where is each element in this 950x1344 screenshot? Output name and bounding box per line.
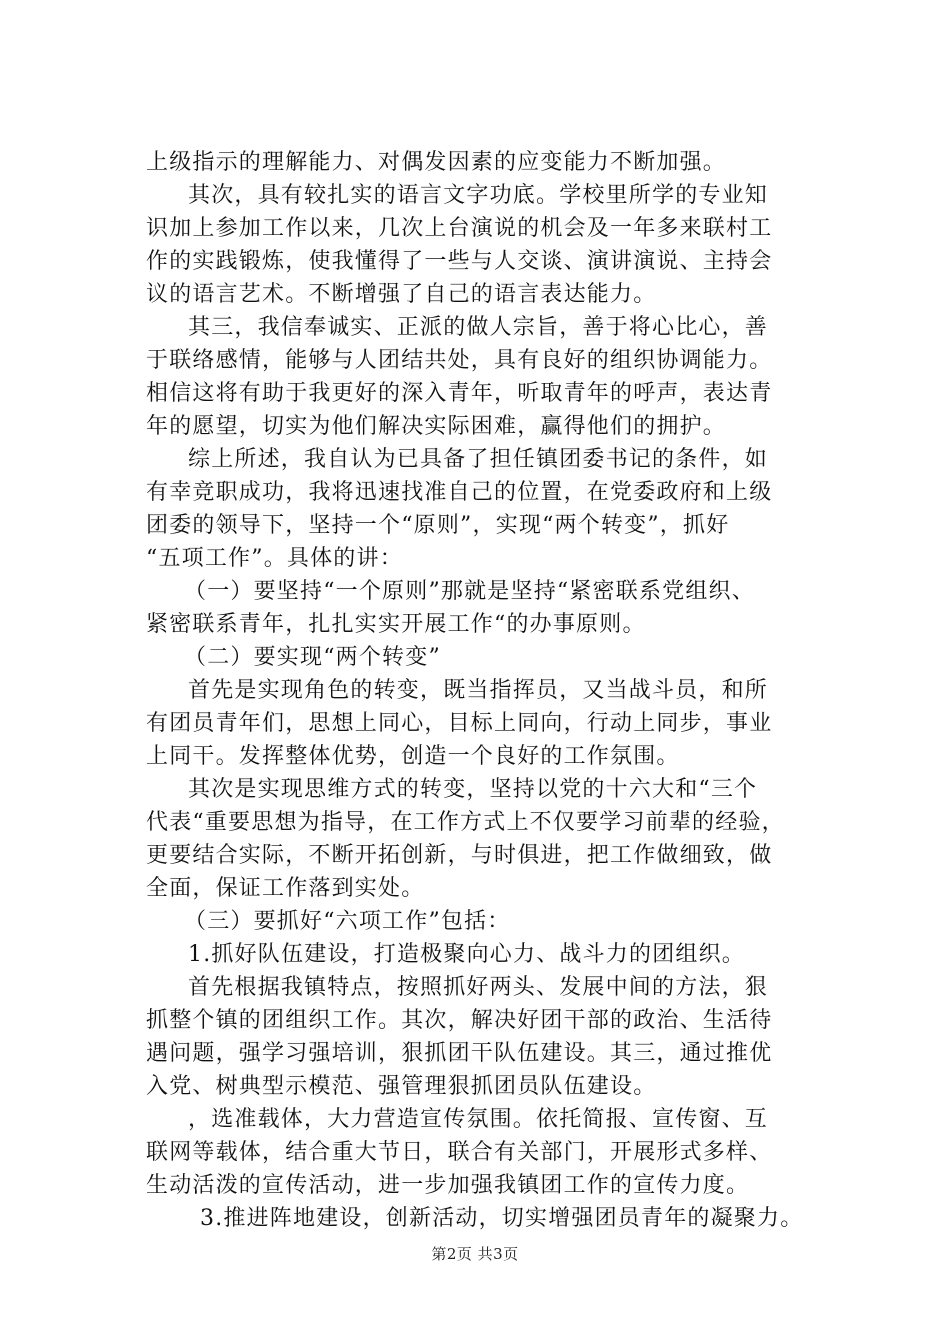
text-line: 遇问题，强学习强培训，狠抓团干队伍建设。其三，通过推优 bbox=[146, 1041, 773, 1066]
text-line: （二）要实现“两个转变” bbox=[184, 645, 441, 670]
text-line: 议的语言艺术。不断增强了自己的语言表达能力。 bbox=[146, 282, 657, 307]
page-number-footer: 第2页 共3页 bbox=[431, 1245, 519, 1263]
text-line: 其三，我信奉诚实、正派的做人宗旨，善于将心比心，善 bbox=[188, 315, 769, 340]
text-line: ，选准载体，大力营造宣传氛围。依托简报、宣传窗、互 bbox=[188, 1107, 769, 1132]
text-line: 上级指示的理解能力、对偶发因素的应变能力不断加强。 bbox=[146, 150, 727, 175]
text-line: 抓整个镇的团组织工作。其次，解决好团干部的政治、生活待 bbox=[146, 1008, 773, 1033]
text-line: 团委的领导下，坚持一个“原则”，实现“两个转变”，抓好 bbox=[146, 513, 730, 538]
text-line: 生动活泼的宣传活动，进一步加强我镇团工作的宣传力度。 bbox=[146, 1173, 750, 1198]
text-line: “五项工作”。具体的讲： bbox=[146, 546, 403, 571]
text-line: （一）要坚持“一个原则”那就是坚持“紧密联系党组织、 bbox=[184, 579, 755, 604]
text-line: 年的愿望，切实为他们解决实际困难，赢得他们的拥护。 bbox=[146, 414, 727, 439]
text-line: 首先是实现角色的转变，既当指挥员，又当战斗员，和所 bbox=[188, 678, 769, 703]
text-line: 相信这将有助于我更好的深入青年，听取青年的呼声，表达青 bbox=[146, 381, 773, 406]
text-line: 代表“重要思想为指导，在工作方式上不仅要学习前辈的经验， bbox=[146, 810, 785, 835]
text-line: 有幸竞职成功，我将迅速找准自己的位置，在党委政府和上级 bbox=[146, 480, 773, 505]
text-line: 1.抓好队伍建设，打造极聚向心力、战斗力的团组织。 bbox=[188, 942, 745, 967]
text-line: 其次是实现思维方式的转变，坚持以党的十六大和“三个 bbox=[188, 777, 758, 802]
text-line: 入党、树典型示模范、强管理狠抓团员队伍建设。 bbox=[146, 1074, 657, 1099]
text-line: 联网等载体，结合重大节日，联合有关部门，开展形式多样、 bbox=[146, 1140, 773, 1165]
text-line: 3.推进阵地建设，创新活动，切实增强团员青年的凝聚力。 bbox=[200, 1206, 804, 1231]
document-body bbox=[146, 146, 846, 1235]
text-line: （三）要抓好“六项工作”包括： bbox=[184, 909, 511, 934]
text-line: 更要结合实际，不断开拓创新，与时俱进，把工作做细致，做 bbox=[146, 843, 773, 868]
text-line: 全面，保证工作落到实处。 bbox=[146, 876, 425, 901]
text-line: 有团员青年们，思想上同心，目标上同向，行动上同步，事业 bbox=[146, 711, 773, 736]
text-line: 作的实践锻炼，使我懂得了一些与人交谈、演讲演说、主持会 bbox=[146, 249, 773, 274]
text-line: 首先根据我镇特点，按照抓好两头、发展中间的方法，狠 bbox=[188, 975, 769, 1000]
text-line: 综上所述，我自认为已具备了担任镇团委书记的条件，如 bbox=[188, 447, 769, 472]
text-line: 其次，具有较扎实的语言文字功底。学校里所学的专业知 bbox=[188, 183, 769, 208]
text-line: 识加上参加工作以来，几次上台演说的机会及一年多来联村工 bbox=[146, 216, 773, 241]
text-line: 于联络感情，能够与人团结共处，具有良好的组织协调能力。 bbox=[146, 348, 773, 373]
text-line: 上同干。发挥整体优势，创造一个良好的工作氛围。 bbox=[146, 744, 680, 769]
text-line: 紧密联系青年，扎扎实实开展工作“的办事原则。 bbox=[146, 612, 646, 637]
